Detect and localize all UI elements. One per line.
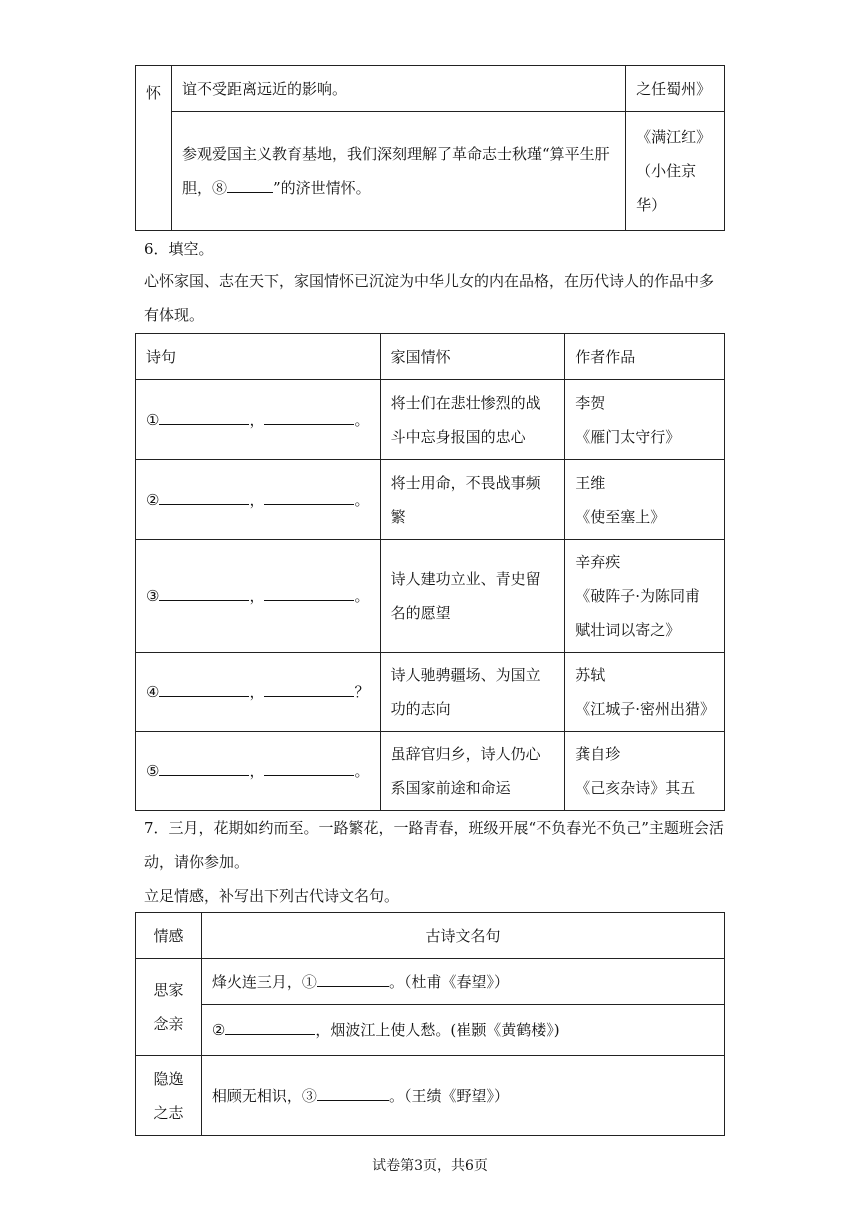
answer-blank[interactable] <box>264 680 354 697</box>
sentiment-cell: 将士们在悲壮惨烈的战斗中忘身报国的忠心 <box>380 380 565 460</box>
question-7-intro: 7．三月，花期如约而至。一路繁花，一路青春，班级开展“不负春光不负己”主题班会活动，请你参加。 <box>144 819 724 871</box>
table-row <box>136 540 725 653</box>
header-author: 作者作品 <box>565 334 725 380</box>
author-cell: 苏轼 《江城子·密州出猎》 <box>565 653 725 732</box>
poem-cell: ③ ， 。 <box>136 540 381 653</box>
table-row <box>136 653 725 732</box>
table-row <box>136 380 725 460</box>
line-cell: 烽火连三月，① 。（杜甫《春望》） <box>201 959 724 1005</box>
author-cell: 辛弃疾 《破阵子·为陈同甫赋壮词以寄之》 <box>565 540 725 653</box>
author-cell: 王维 《使至塞上》 <box>565 460 725 540</box>
table-row <box>136 460 725 540</box>
emotion-cell: 隐逸之志 <box>136 1056 202 1136</box>
sentiment-cell: 诗人驰骋疆场、为国立功的志向 <box>380 653 565 732</box>
poem-cell: ④ ， ？ <box>136 653 381 732</box>
question-6-intro: 心怀家国、志在天下，家国情怀已沉淀为中华儿女的内在品格，在历代诗人的作品中多有体现。 <box>144 272 715 324</box>
content-cell: 参观爱国主义教育基地，我们深刻理解了革命志士秋瑾“算平生肝胆，⑧ ”的济世情怀。 <box>171 112 625 231</box>
author-cell: 龚自珍 《己亥杂诗》其五 <box>565 732 725 811</box>
header-lines: 古诗文名句 <box>201 913 724 959</box>
answer-blank[interactable] <box>264 408 354 425</box>
content-cell: 谊不受距离远近的影响。 <box>171 66 625 112</box>
author-cell: 李贺 《雁门太守行》 <box>565 380 725 460</box>
answer-blank[interactable] <box>159 584 249 601</box>
answer-blank[interactable] <box>227 176 273 193</box>
poem-cell: ⑤ ， 。 <box>136 732 381 811</box>
poetry-lines-table <box>135 912 725 1136</box>
table-row <box>136 959 725 1005</box>
poem-cell: ② ， 。 <box>136 460 381 540</box>
line-cell: 相顾无相识，③ 。（王绩《野望》） <box>201 1056 724 1136</box>
answer-blank[interactable] <box>159 408 249 425</box>
table-row <box>136 732 725 811</box>
poem-cell: ① ， 。 <box>136 380 381 460</box>
answer-blank[interactable] <box>159 488 249 505</box>
table-row <box>136 1005 725 1056</box>
sentiment-cell: 诗人建功立业、青史留名的愿望 <box>380 540 565 653</box>
answer-blank[interactable] <box>225 1018 315 1035</box>
answer-blank[interactable] <box>317 1084 389 1101</box>
header-poem: 诗句 <box>136 334 381 380</box>
sentiment-cell: 虽辞官归乡，诗人仍心系国家前途和命运 <box>380 732 565 811</box>
answer-blank[interactable] <box>159 680 249 697</box>
answer-blank[interactable] <box>264 488 354 505</box>
question-6-title: 6．填空。 <box>144 240 214 258</box>
question-7-task: 立足情感，补写出下列古代诗文名句。 <box>144 887 400 905</box>
source-cell: 《满江红》（小住京华） <box>626 112 725 231</box>
emotion-cell: 思家念亲 <box>136 959 202 1056</box>
page-footer: 试卷第3页，共6页 <box>372 1158 488 1174</box>
source-cell: 之任蜀州》 <box>626 66 725 112</box>
header-sentiment: 家国情怀 <box>380 334 565 380</box>
table-row <box>136 1056 725 1136</box>
category-cell: 怀 <box>136 66 172 231</box>
answer-blank[interactable] <box>264 759 354 776</box>
sentiment-cell: 将士用命，不畏战事频繁 <box>380 460 565 540</box>
line-cell: ② ，烟波江上使人愁。(崔颢《黄鹤楼》) <box>201 1005 724 1056</box>
answer-blank[interactable] <box>264 584 354 601</box>
answer-blank[interactable] <box>159 759 249 776</box>
header-emotion: 情感 <box>136 913 202 959</box>
answer-blank[interactable] <box>317 970 389 987</box>
table-continued <box>135 65 725 231</box>
poetry-table <box>135 333 725 811</box>
